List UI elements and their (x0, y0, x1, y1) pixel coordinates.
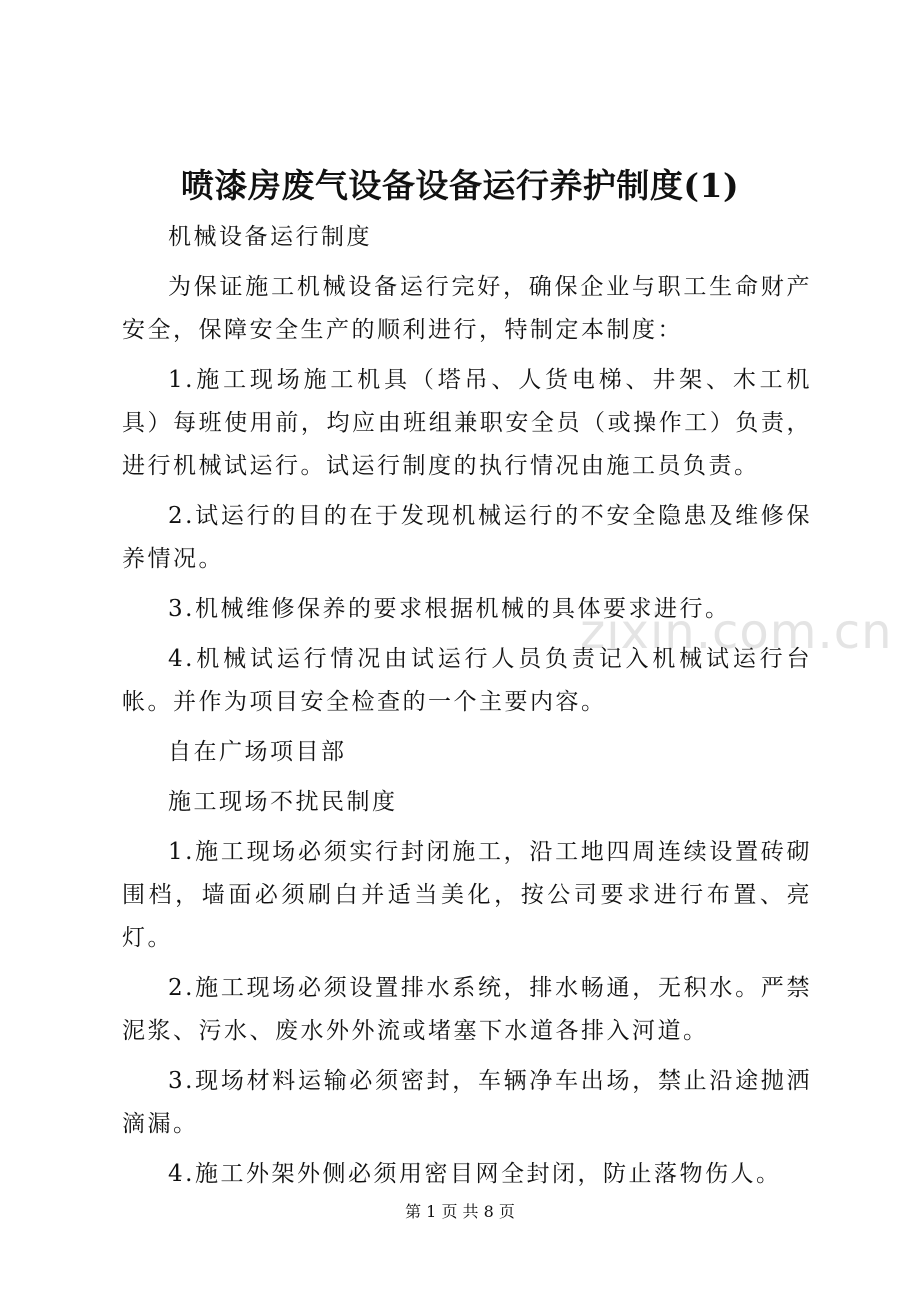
paragraph: 1.施工现场必须实行封闭施工，沿工地四周连续设置砖砌围档，墙面必须刷白并适当美化，按公司要求进行布置、亮灯。 (122, 839, 812, 951)
watermark: zixin.com.cn (580, 604, 893, 660)
paragraph: 施工现场不扰民制度 (168, 789, 398, 815)
paragraph: 3.现场材料运输必须密封，车辆净车出场，禁止沿途抛洒滴漏。 (122, 1068, 812, 1137)
paragraph: 自在广场项目部 (168, 739, 347, 765)
paragraph: 1.施工现场施工机具（塔吊、人货电梯、井架、木工机具）每班使用前，均应由班组兼职安全员（或操作工）负责，进行机械试运行。试运行制度的执行情况由施工员负责。 (122, 367, 812, 479)
paragraph: 为保证施工机械设备运行完好，确保企业与职工生命财产安全，保障安全生产的顺利进行，特制定本制度： (122, 274, 812, 343)
paragraph: 机械设备运行制度 (168, 224, 372, 250)
paragraph: 4.施工外架外侧必须用密目网全封闭，防止落物伤人。 (168, 1161, 782, 1187)
document-title: 喷漆房废气设备设备运行养护制度(1) (180, 166, 740, 205)
paragraph: 4.机械试运行情况由试运行人员负责记入机械试运行台帐。并作为项目安全检查的一个主要内容。 (122, 646, 812, 715)
paragraph: 3.机械维修保养的要求根据机械的具体要求进行。 (168, 596, 731, 622)
document-body (122, 216, 812, 1203)
paragraph: 2.施工现场必须设置排水系统，排水畅通，无积水。严禁泥浆、污水、废水外外流或堵塞下水道各排入河道。 (122, 975, 812, 1044)
page-footer: 第 1 页 共 8 页 (405, 1202, 515, 1221)
paragraph: 2.试运行的目的在于发现机械运行的不安全隐患及维修保养情况。 (122, 503, 812, 572)
